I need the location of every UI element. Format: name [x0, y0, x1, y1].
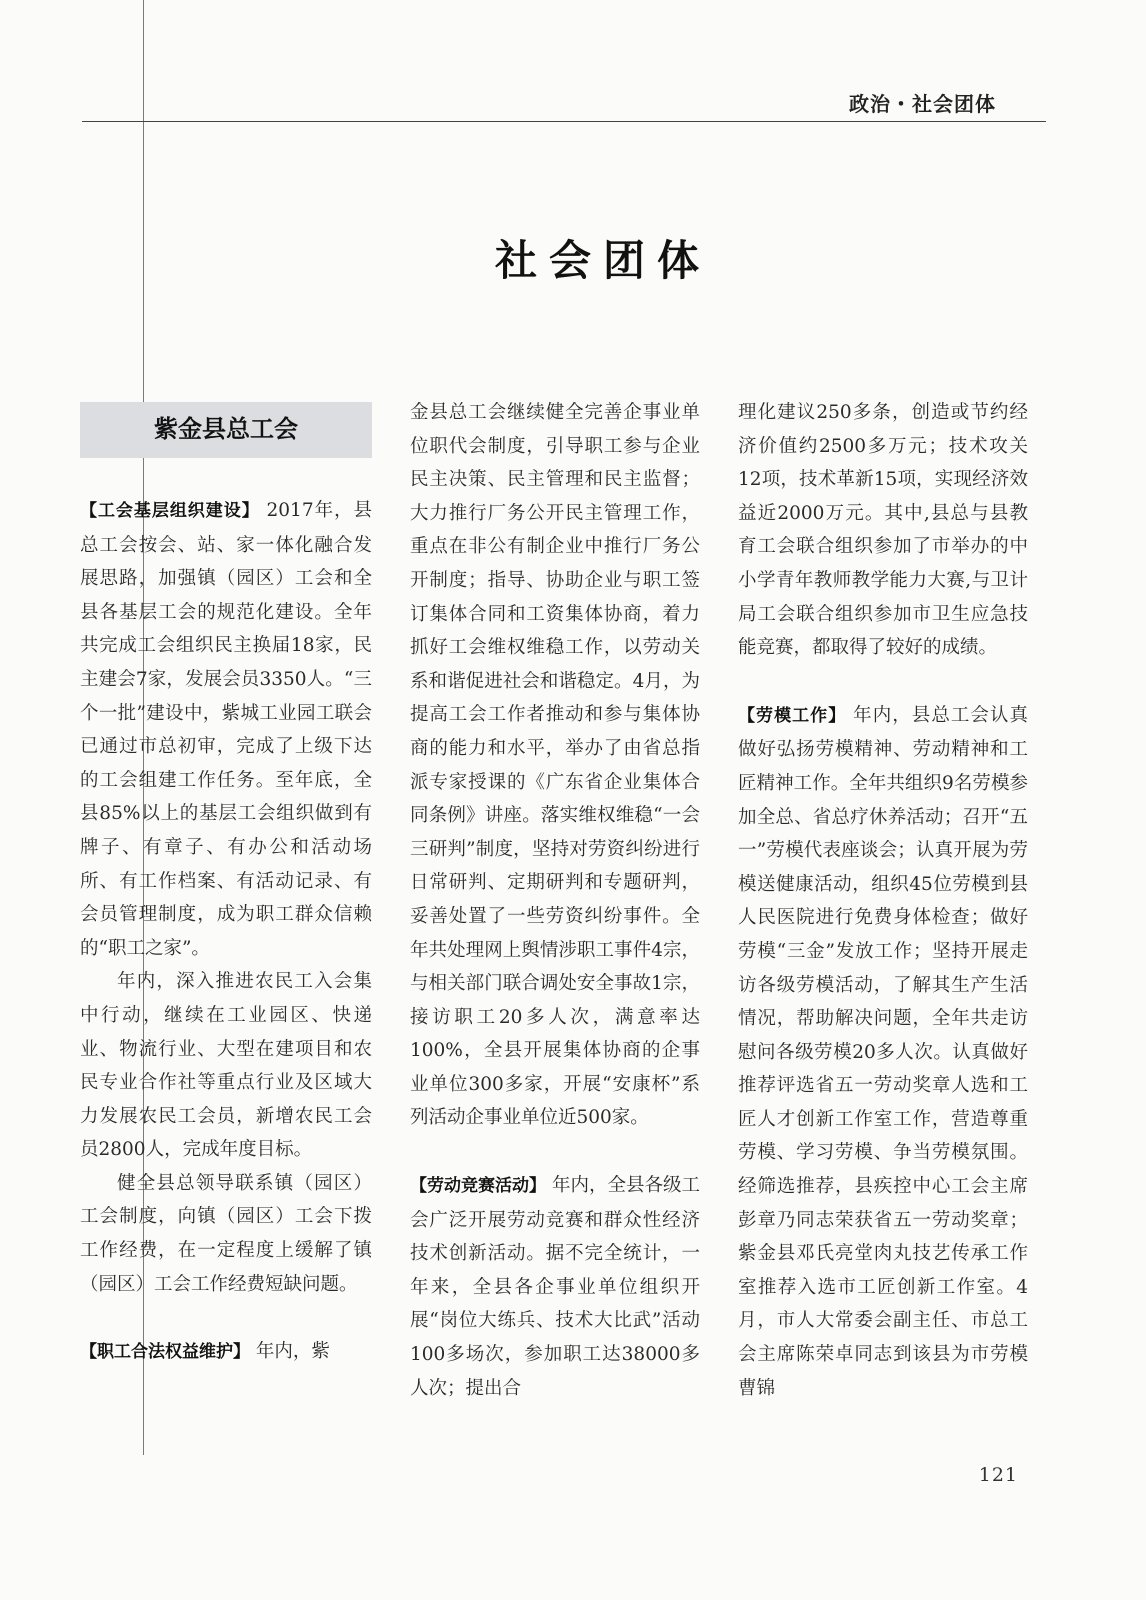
- chapter-title: 社会团体: [494, 236, 711, 285]
- column-2: [410, 396, 700, 1405]
- paragraph-rights-cont: 金县总工会继续健全完善企事业单位职代会制度，引导职工参与企业民主决策、民主管理和民主监督；大力推行厂务公开民主管理工作，重点在非公有制企业中推行厂务公开制度；指导、协助企业与职工签订集体合同和工资集体协商，着力抓好工会维权维稳工作，以劳动关系和谐促进社会和谐稳定。4月，为提高工会工作者推动和参与集体协商的能力和水平，举办了由省总指派专家授课的《广东省企业集体合同条例》讲座。落实维权维稳“一会三研判”制度，坚持对劳资纠纷进行日常研判、定期研判和专题研判，妥善处置了一些劳资纠纷事件。全年共处理网上舆情涉职工事件4宗，与相关部门联合调处安全事故1宗，接访职工20多人次，满意率达100%，全县开展集体协商的企事业单位300多家，开展“安康杯”系列活动企事业单位近500家。: [410, 402, 700, 1129]
- section-heading: 紫金县总工会: [80, 402, 372, 458]
- paragraph-model-workers: [738, 699, 1028, 1405]
- paragraph-text: 2017年，县总工会按会、站、家一体化融合发展思路，加强镇（园区）工会和全县各基层工会的规范化建设。全年共完成工会组织民主换届18家，民主建会7家，发展会员3350人。“三个一批”建设中，紫城工业园工联会已通过市总初审，完成了上级下达的工会组建工作任务。至年底，全县85%以上的基层工会组织做到有牌子、有章子、有办公和活动场所、有工作档案、有活动记录、有会员管理制度，成为职工群众信赖的“职工之家”。: [80, 500, 372, 959]
- column-3: [738, 396, 1028, 1405]
- paragraph-competition-cont: 理化建议250多条，创造或节约经济价值约2500多万元；技术攻关12项，技术革新15项，实现经济效益近2000万元。其中,县总与县教育工会联合组织参加了市举办的中小学青年教师教学能力大赛,与卫计局工会联合组织参加市卫生应急技能竞赛，都取得了较好的成绩。: [738, 402, 1028, 659]
- header-rule: [82, 121, 1046, 122]
- paragraph-text: 年内，紫: [250, 1341, 330, 1363]
- paragraph-liaison: 健全县总领导联系镇（园区）工会制度，向镇（园区）工会下拨工作经费，在一定程度上缓解了镇（园区）工会工作经费短缺问题。: [80, 1172, 372, 1295]
- paragraph-label: 【劳模工作】: [738, 705, 847, 726]
- paragraph-migrant-workers: 年内，深入推进农民工入会集中行动，继续在工业园区、快递业、物流行业、大型在建项目和农民专业合作社等重点行业及区域大力发展农民工会员，新增农民工会员2800人，完成年度目标。: [80, 971, 372, 1161]
- paragraph-label: 【工会基层组织建设】: [80, 501, 260, 521]
- paragraph-rights: [80, 1335, 372, 1370]
- paragraph-text: 年内，全县各级工会广泛开展劳动竞赛和群众性经济技术创新活动。据不完全统计，一年来，全县各企事业单位组织开展“岗位大练兵、技术大比武”活动100多场次，参加职工达38000多人次；提出合: [410, 1175, 700, 1399]
- paragraph-competition: [410, 1169, 700, 1405]
- paragraph-label: 【职工合法权益维护】: [80, 1342, 250, 1363]
- paragraph-grassroots: [80, 494, 372, 965]
- paragraph-text: 年内，县总工会认真做好弘扬劳模精神、劳动精神和工匠精神工作。全年共组织9名劳模参加全总、省总疗休养活动；召开“五一”劳模代表座谈会；认真开展为劳模送健康活动，组织45位劳模到县人民医院进行免费身体检查；做好劳模“三金”发放工作；坚持开展走访各级劳模活动，了解其生产生活情况，帮助解决问题，全年共走访慰问各级劳模20多人次。认真做好推荐评选省五一劳动奖章人选和工匠人才创新工作室工作，营造尊重劳模、学习劳模、争当劳模氛围。经筛选推荐，县疾控中心工会主席彭章乃同志荣获省五一劳动奖章；紫金县邓氏亮堂肉丸技艺传承工作室推荐入选市工匠创新工作室。4月，市人大常委会副主任、市总工会主席陈荣卓同志到该县为市劳模曹锦: [738, 704, 1028, 1399]
- column-1: [80, 396, 372, 1370]
- paragraph-label: 【劳动竞赛活动】: [410, 1176, 547, 1197]
- page-number: 121: [978, 1464, 1018, 1486]
- running-head: 政治・社会团体: [849, 92, 996, 116]
